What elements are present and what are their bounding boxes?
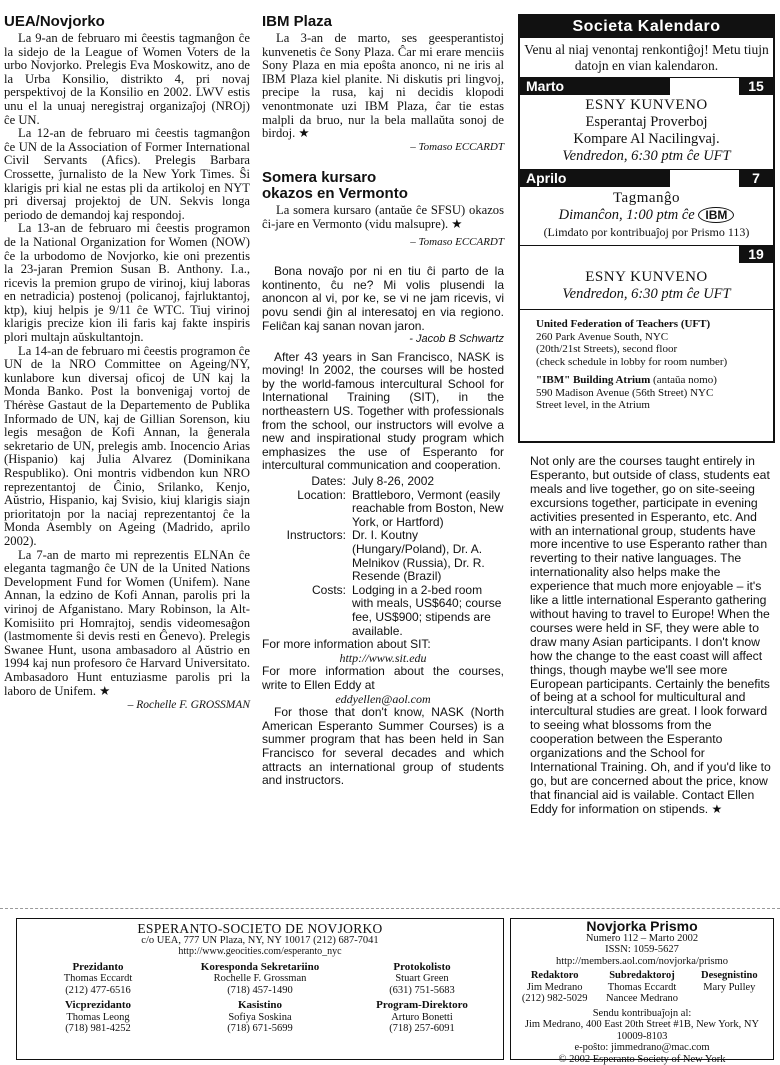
detail-value: Dr. I. Koutny (Hungary/Poland), Dr. A. Melnikov (Russia), Dr. R. Resende (Brazil) bbox=[352, 529, 504, 583]
paragraph: La 3-an de marto, ses geesperantistoj kunvenetis ĉe Sony Plaza. Ĉar mi erare menciis Sony Plaza en mia epoŝta anonco, ni ne iris al IBM Plaza kiel planite. Ni diskutis pri lingvoj, precipe la rusa, kaj ni decidis klopodi venontmonate uzi IBM Plaza, ĉar tie estas malpli da bruo, nur la bela mallaŭta sonoj de birdoj. ★ bbox=[262, 32, 504, 141]
venue-title: "IBM" Building Atrium bbox=[536, 374, 650, 386]
newsletter-info-box bbox=[510, 918, 774, 1060]
event-title: Tagmanĝo bbox=[520, 190, 773, 207]
article-title: Somera kursaro bbox=[262, 170, 504, 186]
society-address: c/o UEA, 777 UN Plaza, NY, NY 10017 (212) 687-7041 bbox=[17, 935, 503, 947]
officer-phone: (718) 257-6091 bbox=[341, 1023, 503, 1035]
ibm-logo-icon: IBM bbox=[698, 207, 734, 223]
paragraph: Not only are the courses taught entirely in Esperanto, but outside of class, students eat meals and live together, go on site-seeing excursions together, participate in evening activities presented in Esperanto, etc. And with an international group, students have more incentive to use Esperanto rather than reverting to their native languages. The internationality also helps make the experience that much more enjoyable – it's like a little international Esperanto gathering without having to travel to Europe! When the courses were held in SF, they were able to draw many Asian participants. I don't know how the change to the east coast will affect things, though maybe we'll see more European participants. Certainly the benefits of being at a school for multicultural and intercultural studies are great. I look forward to seeing what blossoms from the cooperation between the Esperanto organizations and the School for International Training. Oh, and if you'd like to go, but are concerned about the price, know that financial aid is vailable. Contact Ellen Eddy for information on stipends. ★ bbox=[530, 454, 771, 816]
officer-name: Thomas Leong bbox=[17, 1012, 179, 1024]
paragraph: For those that don't know, NASK (North American Esperanto Summer Courses) is a summer program that has been held in San Francisco for several decades and which attracts an international group of students and instructors. bbox=[262, 706, 504, 788]
officer-phone: (718) 981-4252 bbox=[17, 1023, 179, 1035]
officer-role: Prezidanto bbox=[17, 962, 179, 974]
detail-key: Location: bbox=[262, 489, 346, 530]
event-note: (Limdato por kontribuaĵoj por Prismo 113) bbox=[520, 224, 773, 241]
courses-info: For more information about the courses, write to Ellen Eddy at bbox=[262, 665, 504, 692]
officers-grid bbox=[17, 962, 503, 1035]
officer bbox=[341, 962, 503, 997]
society-info-box bbox=[16, 918, 504, 1060]
officer-phone: (718) 671-5699 bbox=[179, 1023, 341, 1035]
calendar-intro: Venu al niaj venontaj renkontiĝoj! Metu tiujn datojn en vian kalendaron. bbox=[520, 38, 773, 77]
column-uea-novjorko bbox=[4, 14, 250, 713]
article-title-line2: okazos en Vermonto bbox=[262, 186, 504, 202]
officer-role: Kasistino bbox=[179, 1000, 341, 1012]
issn: ISSN: 1059-5627 bbox=[511, 944, 773, 956]
event-when: Vendredon, 6:30 ptm ĉe UFT bbox=[520, 148, 773, 165]
month-label: Marto bbox=[520, 78, 670, 95]
detail-value: July 8-26, 2002 bbox=[352, 475, 504, 489]
paragraph: La 12-an de februaro mi ĉeestis tagmanĝon ĉe UN de la Association of Former International Civil Servants (Afics). Prelegis Barbara Crossette, ĵurnalisto de la New York Times. Ŝi klarigis pri kial ne estas pli da artikoloj en NYT pri diversaj projektoj de UN. Sekvis longa periodo de demandoj kaj respondoj. bbox=[4, 127, 250, 222]
officer bbox=[341, 1000, 503, 1035]
officer bbox=[17, 1000, 179, 1035]
venue-line: 260 Park Avenue South, NYC bbox=[536, 331, 773, 344]
column-right bbox=[530, 455, 772, 817]
society-url-link[interactable]: http://www.geocities.com/esperanto_nyc bbox=[17, 946, 503, 958]
staff-line: Mary Pulley bbox=[686, 982, 773, 994]
detail-value: Lodging in a 2-bed room with meals, US$640; course fee, US$900; stipends are available. bbox=[352, 584, 504, 638]
email-link[interactable]: eddyellen@aol.com bbox=[262, 693, 504, 707]
event-line: Esperantaj Proverboj bbox=[520, 114, 773, 131]
month-label: Aprilo bbox=[520, 170, 670, 187]
venue-line: United Federation of Teachers (UFT) bbox=[536, 318, 773, 331]
staff-role: Redaktoro bbox=[511, 970, 598, 982]
newsletter-title: Novjorka Prismo bbox=[511, 921, 773, 933]
sit-url-link[interactable]: http://www.sit.edu bbox=[262, 652, 504, 666]
society-calendar bbox=[518, 14, 775, 443]
officer-role: Vicprezidanto bbox=[17, 1000, 179, 1012]
paragraph: Bona novaĵo por ni en tiu ĉi parto de la kontinento, ĉu ne? Mi volis plusendi la anoncon al vi, por ke, se vi ne jam ricevis, vi povu sendi ĝin al interesatoj en via regiono. Feliĉan kaj sanan novan jaron. bbox=[262, 265, 504, 333]
venue-line: (20th/21st Streets), second floor bbox=[536, 343, 773, 356]
officer-role: Protokolisto bbox=[341, 962, 503, 974]
venue-line: Street level, in the Atrium bbox=[536, 399, 773, 412]
detail-key: Dates: bbox=[262, 475, 346, 489]
month-bar-april-19 bbox=[520, 245, 773, 263]
issue-number: Numero 112 – Marto 2002 bbox=[511, 933, 773, 945]
paragraph: After 43 years in San Francisco, NASK is moving! In 2002, the courses will be hosted by the world-famous intercultural School for International Training (SIT), in the northeastern US. Together with professionals from the school, our instructors will evolve a new and inspirational study program which emphasizes the use of Esperanto for intercultural communication and cooperation. bbox=[262, 351, 504, 473]
send-to-label: Sendu kontribuaĵojn al: bbox=[511, 1008, 773, 1020]
staff-line: Nancee Medrano bbox=[598, 993, 685, 1005]
venue-line: 590 Madison Avenue (56th Street) NYC bbox=[536, 387, 773, 400]
venue-note: (antaŭa nomo) bbox=[653, 374, 717, 386]
author-signature: – Tomaso ECCARDT bbox=[262, 236, 504, 250]
officer bbox=[17, 962, 179, 997]
officer-name: Arturo Bonetti bbox=[341, 1012, 503, 1024]
author-signature: – Tomaso ECCARDT bbox=[262, 141, 504, 155]
officer-name: Thomas Eccardt bbox=[17, 973, 179, 985]
newsletter-url-link[interactable]: http://members.aol.com/novjorka/prismo bbox=[511, 956, 773, 968]
day-label: 7 bbox=[739, 170, 773, 187]
copyright: © 2002 Esperanto Society of New York bbox=[511, 1054, 773, 1065]
paragraph: La 9-an de februaro mi ĉeestis tagmanĝon ĉe la sidejo de la League of Women Voters de la urbo Novjorko. Prelegis Eva Moskowitz, ano de la Urba Konsilio, distrikto 4, pri novaj perspektivoj de la Konsilio en 2002. LWV estis unu el la unuaj neregistraj organizaĵoj (NROj) ĉe UN. bbox=[4, 32, 250, 127]
event-title: ESNY KUNVENO bbox=[520, 269, 773, 286]
detail-key: Instructors: bbox=[262, 529, 346, 583]
send-address: Jim Medrano, 400 East 20th Street #1B, New York, NY 10009-8103 bbox=[511, 1019, 773, 1042]
officer-name: Rochelle F. Grossman bbox=[179, 973, 341, 985]
course-details bbox=[262, 475, 504, 638]
paragraph: La 7-an de marto mi reprezentis ELNAn ĉe eleganta tagmanĝo ĉe UN de la United Nations Development Fund for Women (Unifem). Nane Annan, la edzino de Kofi Annan, parolis pri la virinoj de Afganistano. Mary Robinson, la Alt-Komisiito pri Homrajtoj, sendis videomesaĝon (lastmomente ŝi devis resti en Ĝenevo). Prelegis Swanee Hunt, usona ambasadoro al Aŭstrio en 1994 kaj nun profesoro ĉe Harvard Universitato. Ambasadoro Hunt entuziasme parolis pri la laboro de Unifem. ★ bbox=[4, 549, 250, 699]
officer-role: Koresponda Sekretariino bbox=[179, 962, 341, 974]
officer-role: Program-Direktoro bbox=[341, 1000, 503, 1012]
month-bar-april bbox=[520, 169, 773, 187]
day-label: 15 bbox=[739, 78, 773, 95]
paragraph: La 14-an de februaro mi ĉeestis programon ĉe UN de la NRO Committee on Ageing/NY, kunlabore kun diversaj oficoj de UN kaj la Monda Banko. Post la bonvenigaj vortoj de Thérèse Gastaut de la Departemento de Publika Informado de UN, kaj de Gillian Sorenson, kiu legis mesaĝon de Kofi Annan, la ĝenerala sekretario de UN, prelegis amb. Inocencio Arias (Hispanio) kaj Julia Alvarez (Dominikana Respubliko). Oni montris vidbendon kun NRO reprezentantoj de Ĉinio, Srilanko, Kenjo, Aŭstrio, Hispanio, kaj Svisio, kiuj klarigis siajn prioritatojn por la naciaj reprezentantoj ĉe la Monda Asembly on Ageing (Madrido, aprilo 2002). bbox=[4, 345, 250, 549]
paragraph: La somera kursaro (antaŭe ĉe SFSU) okazos ĉi-jare en Vermonto (vidu malsupre). ★ bbox=[262, 204, 504, 231]
sit-info: For more information about SIT: bbox=[262, 638, 504, 652]
staff-role: Desegnistino bbox=[686, 970, 773, 982]
detail-value: Brattleboro, Vermont (easily reachable from Boston, New York, or Hartford) bbox=[352, 489, 504, 530]
officer-name: Stuart Green bbox=[341, 973, 503, 985]
event-when: Vendredon, 6:30 ptm ĉe UFT bbox=[520, 286, 773, 303]
event-april-7 bbox=[520, 187, 773, 245]
society-title: ESPERANTO-SOCIETO DE NOVJORKO bbox=[17, 923, 503, 935]
officer-name: Sofiya Soskina bbox=[179, 1012, 341, 1024]
staff bbox=[686, 970, 773, 1005]
divider bbox=[0, 908, 780, 909]
article-title: IBM Plaza bbox=[262, 14, 504, 30]
event-april-19 bbox=[520, 263, 773, 305]
author-signature: – Rochelle F. GROSSMAN bbox=[4, 699, 250, 713]
event-when: Dimanĉon, 1:00 ptm ĉe bbox=[559, 207, 695, 223]
paragraph: La 13-an de februaro mi ĉeestis programon de la National Organization for Women (NOW) ĉe la urbodomo de Novjorko, kie oni prezentis la 23-jaran Premion Susan B. Anthony. I.a., ricevis la premion grupo de virinoj, kiuj laboras en netradicia) postenoj (policanoj, fajrluktantoj, ktp), kiuj helpis je 9/11 ĉe WTC. Tiuj virinoj klarigis precize kion ili faris kaj fakte inspiris plori multajn aŭskultantojn. bbox=[4, 222, 250, 344]
officer-phone: (718) 457-1490 bbox=[179, 985, 341, 997]
staff-line: (212) 982-5029 bbox=[511, 993, 598, 1005]
month-bar-march bbox=[520, 77, 773, 95]
article-title: UEA/Novjorko bbox=[4, 14, 250, 30]
nask-section bbox=[262, 265, 504, 788]
venue-list bbox=[520, 309, 773, 412]
staff-line: Thomas Eccardt bbox=[598, 982, 685, 994]
staff-grid bbox=[511, 970, 773, 1005]
staff bbox=[511, 970, 598, 1005]
staff bbox=[598, 970, 685, 1005]
officer-phone: (631) 751-5683 bbox=[341, 985, 503, 997]
event-title: ESNY KUNVENO bbox=[520, 97, 773, 114]
officer-phone: (212) 477-6516 bbox=[17, 985, 179, 997]
day-label: 19 bbox=[739, 246, 773, 263]
email-link[interactable]: e-poŝto: jimmedrano@mac.com bbox=[511, 1042, 773, 1054]
venue-line: (check schedule in lobby for room number) bbox=[536, 356, 773, 369]
event-march-15 bbox=[520, 95, 773, 169]
detail-key: Costs: bbox=[262, 584, 346, 638]
officer bbox=[179, 962, 341, 997]
author-signature: - Jacob B Schwartz bbox=[262, 333, 504, 347]
calendar-title: Societa Kalendaro bbox=[520, 16, 773, 38]
event-line: Kompare Al Nacilingvaj. bbox=[520, 131, 773, 148]
staff-role: Subredaktoroj bbox=[598, 970, 685, 982]
staff-line: Jim Medrano bbox=[511, 982, 598, 994]
column-middle bbox=[262, 14, 504, 788]
officer bbox=[179, 1000, 341, 1035]
